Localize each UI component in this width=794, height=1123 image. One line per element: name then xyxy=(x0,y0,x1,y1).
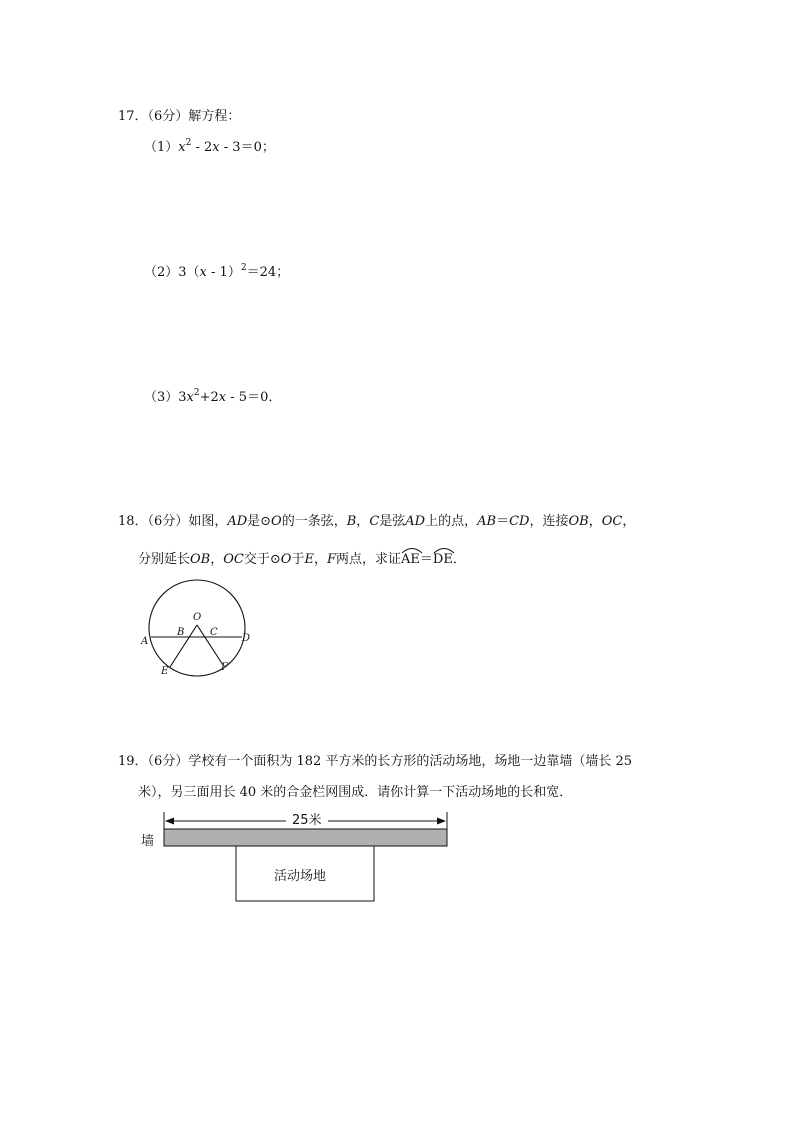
label-e: E xyxy=(161,666,169,677)
q19-line1: 19．（6分）学校有一个面积为 182 平方米的长方形的活动场地，场地一边靠墙（墙长 25 xyxy=(118,754,633,769)
arc-symbol-icon xyxy=(401,544,423,554)
q17-heading: 17．（6分）解方程： xyxy=(118,109,241,124)
q17-part2: （2）3（x - 1）$^2$＝24； xyxy=(144,263,290,280)
label-o: O xyxy=(193,612,202,623)
field-label: 活动场地 xyxy=(274,869,327,884)
dimension-label: 25米 xyxy=(286,809,328,828)
q17-part1: $(1)x^2 - 2x - 3=0$； xyxy=(144,138,275,155)
arc-ae: AE xyxy=(401,550,420,567)
q17-part3: $(3)3x^2+2x - 5=0$． xyxy=(144,388,282,405)
label-d: D xyxy=(242,633,251,644)
label-f: F xyxy=(221,662,228,673)
arrow-left-icon xyxy=(165,818,174,825)
q18-line2: 分别延长OB，OC交于⊙O于E，F两点，求证 AE＝ DE． xyxy=(138,548,466,567)
label-b: B xyxy=(177,627,185,638)
circle-o xyxy=(149,580,245,676)
label-a: A xyxy=(141,636,149,647)
arrow-right-icon xyxy=(437,818,446,825)
circle-figure xyxy=(135,572,265,682)
label-c: C xyxy=(210,627,218,638)
wall xyxy=(164,829,447,846)
q19-line2: 米），另三面用长 40 米的合金栏网围成．请你计算一下活动场地的长和宽． xyxy=(138,785,573,800)
arc-de: DE xyxy=(433,550,453,567)
wall-label: 墙 xyxy=(141,834,155,849)
q18-line1: 18．（6分）如图，AD是⊙O的一条弦，B，C是弦AD上的点，AB＝CD，连接OB，OC， xyxy=(118,514,636,529)
arc-symbol-icon xyxy=(433,544,455,554)
